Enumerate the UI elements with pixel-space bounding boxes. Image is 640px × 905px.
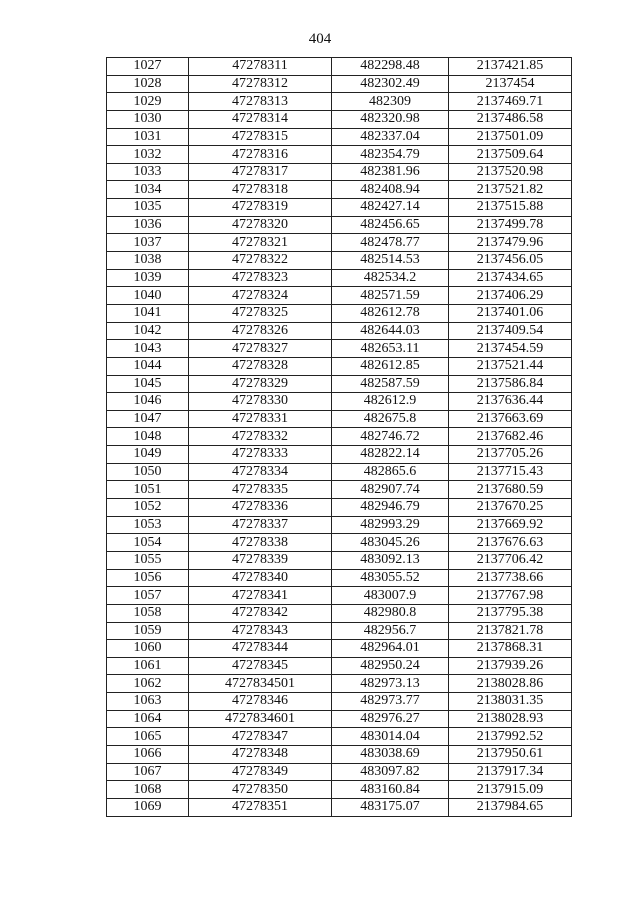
row-number-cell: 1056 [107,569,189,587]
y-coordinate-cell: 2137406.29 [449,287,572,305]
point-id-cell: 47278331 [189,410,332,428]
point-id-cell: 47278344 [189,640,332,658]
x-coordinate-cell: 483038.69 [332,745,449,763]
table-row [107,181,572,199]
x-coordinate-cell: 482298.48 [332,58,449,76]
y-coordinate-cell: 2137479.96 [449,234,572,252]
y-coordinate-cell: 2137706.42 [449,551,572,569]
point-id-cell: 47278330 [189,393,332,411]
point-id-cell: 47278313 [189,93,332,111]
x-coordinate-cell: 482408.94 [332,181,449,199]
y-coordinate-cell: 2138028.86 [449,675,572,693]
x-coordinate-cell: 483014.04 [332,728,449,746]
table-row [107,640,572,658]
point-id-cell: 47278320 [189,216,332,234]
table-row [107,199,572,217]
point-id-cell: 47278334 [189,463,332,481]
point-id-cell: 47278342 [189,604,332,622]
point-id-cell: 47278311 [189,58,332,76]
x-coordinate-cell: 483160.84 [332,781,449,799]
row-number-cell: 1068 [107,781,189,799]
y-coordinate-cell: 2137521.44 [449,357,572,375]
x-coordinate-cell: 483097.82 [332,763,449,781]
table-row [107,463,572,481]
point-id-cell: 47278343 [189,622,332,640]
x-coordinate-cell: 482612.9 [332,393,449,411]
y-coordinate-cell: 2137401.06 [449,304,572,322]
x-coordinate-cell: 482571.59 [332,287,449,305]
x-coordinate-cell: 482973.77 [332,693,449,711]
y-coordinate-cell: 2137680.59 [449,481,572,499]
table-row [107,499,572,517]
table-row [107,93,572,111]
row-number-cell: 1047 [107,410,189,428]
y-coordinate-cell: 2137821.78 [449,622,572,640]
point-id-cell: 47278327 [189,340,332,358]
x-coordinate-cell: 482612.78 [332,304,449,322]
row-number-cell: 1059 [107,622,189,640]
table-row [107,393,572,411]
table-row [107,710,572,728]
table-row [107,781,572,799]
table-row [107,798,572,816]
point-id-cell: 47278324 [189,287,332,305]
table-row [107,763,572,781]
y-coordinate-cell: 2137421.85 [449,58,572,76]
x-coordinate-cell: 482993.29 [332,516,449,534]
table-row [107,446,572,464]
row-number-cell: 1031 [107,128,189,146]
x-coordinate-cell: 482653.11 [332,340,449,358]
point-id-cell: 47278345 [189,657,332,675]
x-coordinate-cell: 482644.03 [332,322,449,340]
table-row [107,375,572,393]
table-row [107,693,572,711]
x-coordinate-cell: 483092.13 [332,551,449,569]
table-row [107,269,572,287]
y-coordinate-cell: 2137682.46 [449,428,572,446]
point-id-cell: 47278346 [189,693,332,711]
y-coordinate-cell: 2137409.54 [449,322,572,340]
row-number-cell: 1039 [107,269,189,287]
y-coordinate-cell: 2137434.65 [449,269,572,287]
row-number-cell: 1067 [107,763,189,781]
y-coordinate-cell: 2137669.92 [449,516,572,534]
table-row [107,304,572,322]
y-coordinate-cell: 2137521.82 [449,181,572,199]
table-row [107,428,572,446]
table-row [107,604,572,622]
row-number-cell: 1065 [107,728,189,746]
y-coordinate-cell: 2137663.69 [449,410,572,428]
table-row [107,534,572,552]
y-coordinate-cell: 2137636.44 [449,393,572,411]
point-id-cell: 47278337 [189,516,332,534]
x-coordinate-cell: 482309 [332,93,449,111]
x-coordinate-cell: 482381.96 [332,163,449,181]
table-row [107,551,572,569]
table-row [107,569,572,587]
table-row [107,146,572,164]
table-row [107,216,572,234]
x-coordinate-cell: 482950.24 [332,657,449,675]
x-coordinate-cell: 482514.53 [332,252,449,270]
x-coordinate-cell: 482976.27 [332,710,449,728]
y-coordinate-cell: 2137705.26 [449,446,572,464]
y-coordinate-cell: 2137676.63 [449,534,572,552]
y-coordinate-cell: 2137670.25 [449,499,572,517]
point-id-cell: 47278314 [189,110,332,128]
point-id-cell: 47278326 [189,322,332,340]
point-id-cell: 47278338 [189,534,332,552]
table-row [107,75,572,93]
x-coordinate-cell: 482980.8 [332,604,449,622]
point-id-cell: 47278325 [189,304,332,322]
table-row [107,728,572,746]
point-id-cell: 47278318 [189,181,332,199]
table-row [107,322,572,340]
row-number-cell: 1032 [107,146,189,164]
y-coordinate-cell: 2137486.58 [449,110,572,128]
row-number-cell: 1058 [107,604,189,622]
row-number-cell: 1054 [107,534,189,552]
x-coordinate-cell: 482822.14 [332,446,449,464]
point-id-cell: 47278329 [189,375,332,393]
row-number-cell: 1066 [107,745,189,763]
x-coordinate-cell: 482302.49 [332,75,449,93]
y-coordinate-cell: 2137984.65 [449,798,572,816]
y-coordinate-cell: 2137515.88 [449,199,572,217]
point-id-cell: 47278312 [189,75,332,93]
table-row [107,357,572,375]
table-row [107,110,572,128]
y-coordinate-cell: 2137456.05 [449,252,572,270]
row-number-cell: 1041 [107,304,189,322]
x-coordinate-cell: 482587.59 [332,375,449,393]
row-number-cell: 1060 [107,640,189,658]
table-row [107,252,572,270]
y-coordinate-cell: 2137767.98 [449,587,572,605]
point-id-cell: 47278347 [189,728,332,746]
y-coordinate-cell: 2137939.26 [449,657,572,675]
row-number-cell: 1028 [107,75,189,93]
point-id-cell: 47278336 [189,499,332,517]
row-number-cell: 1057 [107,587,189,605]
row-number-cell: 1055 [107,551,189,569]
point-id-cell: 47278323 [189,269,332,287]
x-coordinate-cell: 482478.77 [332,234,449,252]
y-coordinate-cell: 2137795.38 [449,604,572,622]
row-number-cell: 1029 [107,93,189,111]
row-number-cell: 1050 [107,463,189,481]
x-coordinate-cell: 482907.74 [332,481,449,499]
point-id-cell: 47278340 [189,569,332,587]
y-coordinate-cell: 2137950.61 [449,745,572,763]
x-coordinate-cell: 482320.98 [332,110,449,128]
y-coordinate-cell: 2137501.09 [449,128,572,146]
row-number-cell: 1062 [107,675,189,693]
row-number-cell: 1049 [107,446,189,464]
x-coordinate-cell: 482865.6 [332,463,449,481]
x-coordinate-cell: 482337.04 [332,128,449,146]
row-number-cell: 1053 [107,516,189,534]
row-number-cell: 1038 [107,252,189,270]
point-id-cell: 47278350 [189,781,332,799]
point-id-cell: 47278315 [189,128,332,146]
point-id-cell: 4727834501 [189,675,332,693]
y-coordinate-cell: 2137917.34 [449,763,572,781]
table-row [107,163,572,181]
y-coordinate-cell: 2137738.66 [449,569,572,587]
x-coordinate-cell: 482956.7 [332,622,449,640]
row-number-cell: 1064 [107,710,189,728]
row-number-cell: 1046 [107,393,189,411]
table-row [107,58,572,76]
y-coordinate-cell: 2137454.59 [449,340,572,358]
x-coordinate-cell: 482973.13 [332,675,449,693]
row-number-cell: 1069 [107,798,189,816]
point-id-cell: 47278317 [189,163,332,181]
row-number-cell: 1051 [107,481,189,499]
row-number-cell: 1035 [107,199,189,217]
y-coordinate-cell: 2137499.78 [449,216,572,234]
row-number-cell: 1048 [107,428,189,446]
point-id-cell: 47278319 [189,199,332,217]
table-row [107,516,572,534]
y-coordinate-cell: 2137868.31 [449,640,572,658]
y-coordinate-cell: 2138031.35 [449,693,572,711]
row-number-cell: 1034 [107,181,189,199]
table-row [107,234,572,252]
point-id-cell: 47278339 [189,551,332,569]
point-id-cell: 47278321 [189,234,332,252]
table-body [107,58,572,817]
row-number-cell: 1037 [107,234,189,252]
table-row [107,287,572,305]
y-coordinate-cell: 2137509.64 [449,146,572,164]
point-id-cell: 47278348 [189,745,332,763]
point-id-cell: 47278328 [189,357,332,375]
table-row [107,340,572,358]
y-coordinate-cell: 2137469.71 [449,93,572,111]
point-id-cell: 47278341 [189,587,332,605]
point-id-cell: 47278332 [189,428,332,446]
row-number-cell: 1063 [107,693,189,711]
x-coordinate-cell: 482746.72 [332,428,449,446]
x-coordinate-cell: 483175.07 [332,798,449,816]
table-row [107,745,572,763]
table-row [107,657,572,675]
y-coordinate-cell: 2137454 [449,75,572,93]
x-coordinate-cell: 483045.26 [332,534,449,552]
y-coordinate-cell: 2137915.09 [449,781,572,799]
coordinates-table [106,57,572,817]
x-coordinate-cell: 482964.01 [332,640,449,658]
x-coordinate-cell: 482612.85 [332,357,449,375]
point-id-cell: 47278316 [189,146,332,164]
point-id-cell: 47278322 [189,252,332,270]
y-coordinate-cell: 2137520.98 [449,163,572,181]
point-id-cell: 47278335 [189,481,332,499]
x-coordinate-cell: 482354.79 [332,146,449,164]
y-coordinate-cell: 2137992.52 [449,728,572,746]
point-id-cell: 4727834601 [189,710,332,728]
row-number-cell: 1027 [107,58,189,76]
row-number-cell: 1043 [107,340,189,358]
row-number-cell: 1030 [107,110,189,128]
table-row [107,675,572,693]
row-number-cell: 1045 [107,375,189,393]
x-coordinate-cell: 482427.14 [332,199,449,217]
y-coordinate-cell: 2137715.43 [449,463,572,481]
table-row [107,481,572,499]
x-coordinate-cell: 482456.65 [332,216,449,234]
page-number: 404 [308,31,332,47]
x-coordinate-cell: 483055.52 [332,569,449,587]
table-row [107,410,572,428]
point-id-cell: 47278349 [189,763,332,781]
y-coordinate-cell: 2137586.84 [449,375,572,393]
table-row [107,587,572,605]
row-number-cell: 1061 [107,657,189,675]
point-id-cell: 47278351 [189,798,332,816]
x-coordinate-cell: 482946.79 [332,499,449,517]
row-number-cell: 1033 [107,163,189,181]
table-row [107,128,572,146]
table-row [107,622,572,640]
row-number-cell: 1044 [107,357,189,375]
y-coordinate-cell: 2138028.93 [449,710,572,728]
point-id-cell: 47278333 [189,446,332,464]
row-number-cell: 1040 [107,287,189,305]
x-coordinate-cell: 483007.9 [332,587,449,605]
row-number-cell: 1036 [107,216,189,234]
x-coordinate-cell: 482534.2 [332,269,449,287]
row-number-cell: 1052 [107,499,189,517]
x-coordinate-cell: 482675.8 [332,410,449,428]
row-number-cell: 1042 [107,322,189,340]
